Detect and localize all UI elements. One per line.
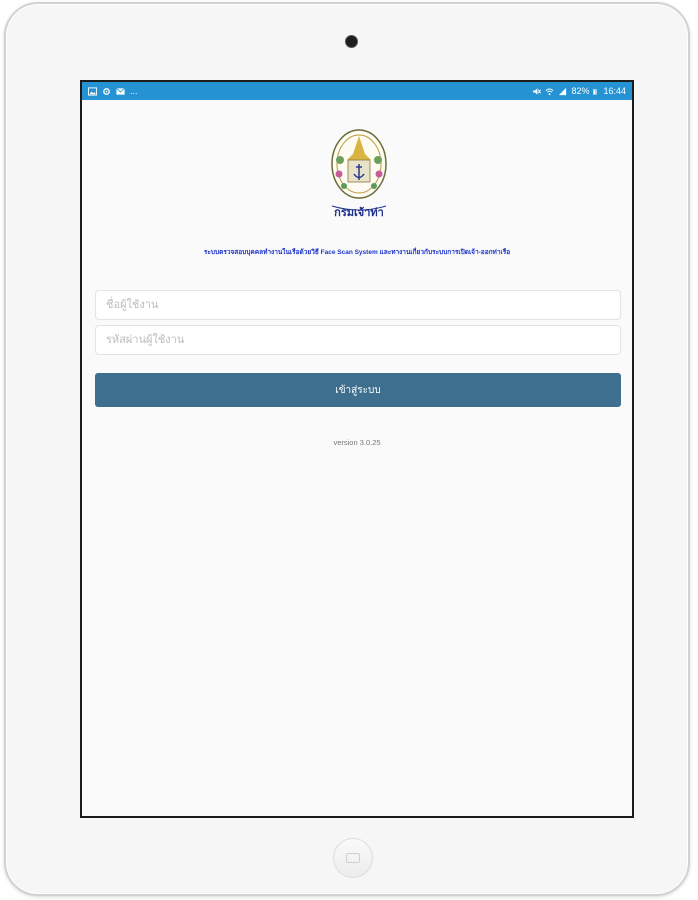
- tablet-frame: [4, 2, 690, 896]
- app-version: version 3.0.25: [333, 438, 381, 447]
- status-bar-system: [532, 82, 626, 100]
- status-bar-notifications: [88, 82, 138, 100]
- home-button[interactable]: [333, 838, 373, 878]
- emblem-caption: กรมเจ้าท่า: [334, 206, 384, 219]
- mute-icon: [532, 87, 541, 96]
- signal-icon: [558, 87, 567, 96]
- status-bar: [82, 82, 632, 100]
- app-screen: [80, 80, 634, 818]
- mail-icon: [116, 87, 125, 96]
- status-overflow: ...: [130, 86, 138, 96]
- home-square-icon: [346, 853, 360, 863]
- battery-icon: [593, 87, 599, 96]
- password-field[interactable]: [95, 325, 621, 355]
- department-emblem: [326, 126, 392, 222]
- username-field[interactable]: [95, 290, 621, 320]
- settings-icon: [102, 87, 111, 96]
- login-button[interactable]: เข้าสู่ระบบ: [95, 373, 621, 407]
- status-time: 16:44: [603, 86, 626, 96]
- wifi-icon: [545, 87, 554, 96]
- system-description: ระบบตรวจสอบบุคคลทำงานในเรือด้วยวิธี Face Scan System และทางานเกี่ยวกับระบบการเปิดเจ้า-ออกท่าเรือ: [203, 249, 511, 256]
- battery-percent: 82%: [571, 86, 590, 96]
- front-camera: [345, 35, 358, 48]
- image-icon: [88, 87, 97, 96]
